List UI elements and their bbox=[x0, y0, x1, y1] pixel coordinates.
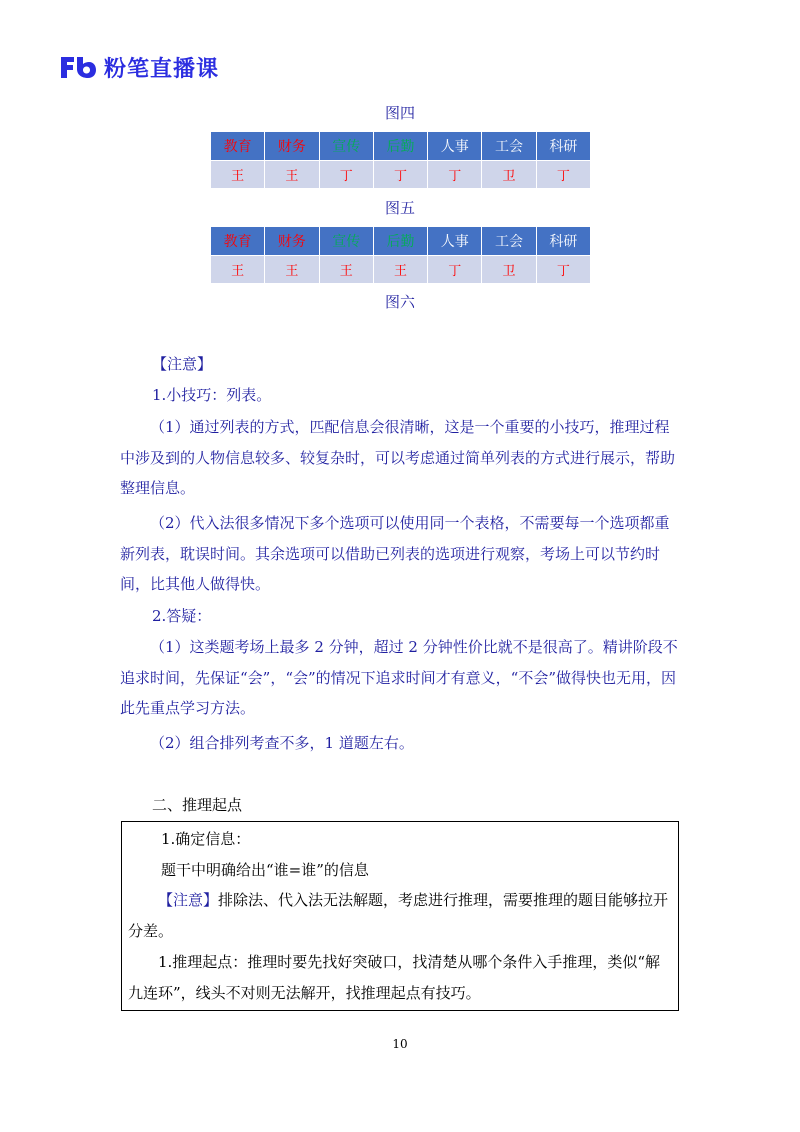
header-cell: 人事 bbox=[428, 227, 482, 256]
table-cell: 丁 bbox=[373, 161, 427, 189]
table-cell: 卫 bbox=[482, 256, 536, 284]
table-cell: 王 bbox=[265, 161, 319, 189]
qa-paragraph-1: （1）这类题考场上最多 2 分钟，超过 2 分钟性价比就不是很高了。精讲阶段不追求时间，先保证“会”，“会”的情况下追求时间才有意义，“不会”做得快也无用，因此先重点学习方法。 bbox=[120, 638, 678, 717]
box-note-paragraph bbox=[128, 885, 674, 946]
brand-logo bbox=[58, 52, 219, 82]
fenbi-logo-icon bbox=[58, 53, 98, 81]
assignment-table-1 bbox=[210, 131, 591, 189]
figure-caption-4: 图四 bbox=[384, 104, 415, 122]
page-number: 10 bbox=[392, 1037, 408, 1051]
tip-title: 1.小技巧：列表。 bbox=[152, 386, 272, 404]
section-title: 二、推理起点 bbox=[152, 796, 243, 814]
table-cell: 王 bbox=[373, 256, 427, 284]
figure-caption-5: 图五 bbox=[384, 199, 415, 217]
table-cell: 丁 bbox=[428, 161, 482, 189]
header-cell: 宣传 bbox=[319, 227, 373, 256]
header-cell: 科研 bbox=[536, 132, 590, 161]
header-cell: 宣传 bbox=[319, 132, 373, 161]
header-cell: 后勤 bbox=[373, 132, 427, 161]
header-cell: 后勤 bbox=[373, 227, 427, 256]
tip-paragraph-2: （2）代入法很多情况下多个选项可以使用同一个表格，不需要每一个选项都重新列表，耽误时间。其余选项可以借助已列表的选项进行观察，考场上可以节约时间，比其他人做得快。 bbox=[120, 514, 670, 593]
qa-title: 2.答疑： bbox=[152, 607, 212, 625]
header-cell: 科研 bbox=[536, 227, 590, 256]
header-cell: 财务 bbox=[265, 227, 319, 256]
box-note-label: 【注意】 bbox=[158, 891, 219, 909]
table-header-row bbox=[211, 227, 591, 256]
box-paragraph-2: 1.推理起点：推理时要先找好突破口，找清楚从哪个条件入手推理，类似“解九连环”，线头不对则无法解开，找推理起点有技巧。 bbox=[128, 953, 660, 1002]
note-title: 【注意】 bbox=[152, 355, 213, 373]
header-cell: 工会 bbox=[482, 227, 536, 256]
box-line-2: 题干中明确给出“谁=谁”的信息 bbox=[161, 861, 369, 879]
brand-name: 粉笔直播课 bbox=[104, 56, 220, 82]
table-cell: 丁 bbox=[428, 256, 482, 284]
header-cell: 教育 bbox=[211, 132, 265, 161]
tip-paragraph-1: （1）通过列表的方式，匹配信息会很清晰，这是一个重要的小技巧，推理过程中涉及到的人物信息较多、较复杂时，可以考虑通过简单列表的方式进行展示，帮助整理信息。 bbox=[120, 418, 676, 497]
figure-caption-6: 图六 bbox=[384, 293, 415, 311]
table-header-row bbox=[211, 132, 591, 161]
header-cell: 教育 bbox=[211, 227, 265, 256]
table-cell: 卫 bbox=[482, 161, 536, 189]
table-row bbox=[211, 256, 591, 284]
table-cell: 丁 bbox=[536, 256, 590, 284]
table-cell: 丁 bbox=[319, 161, 373, 189]
table-cell: 丁 bbox=[536, 161, 590, 189]
table-cell: 王 bbox=[211, 256, 265, 284]
assignment-table-2 bbox=[210, 226, 591, 284]
header-cell: 财务 bbox=[265, 132, 319, 161]
table-cell: 王 bbox=[265, 256, 319, 284]
table-cell: 王 bbox=[319, 256, 373, 284]
header-cell: 人事 bbox=[428, 132, 482, 161]
header-cell: 工会 bbox=[482, 132, 536, 161]
box-note-text: 排除法、代入法无法解题，考虑进行推理，需要推理的题目能够拉开分差。 bbox=[128, 891, 669, 940]
table-cell: 王 bbox=[211, 161, 265, 189]
box-line-1: 1.确定信息： bbox=[161, 830, 251, 848]
qa-paragraph-2: （2）组合排列考查不多，1 道题左右。 bbox=[150, 734, 414, 752]
table-row bbox=[211, 161, 591, 189]
